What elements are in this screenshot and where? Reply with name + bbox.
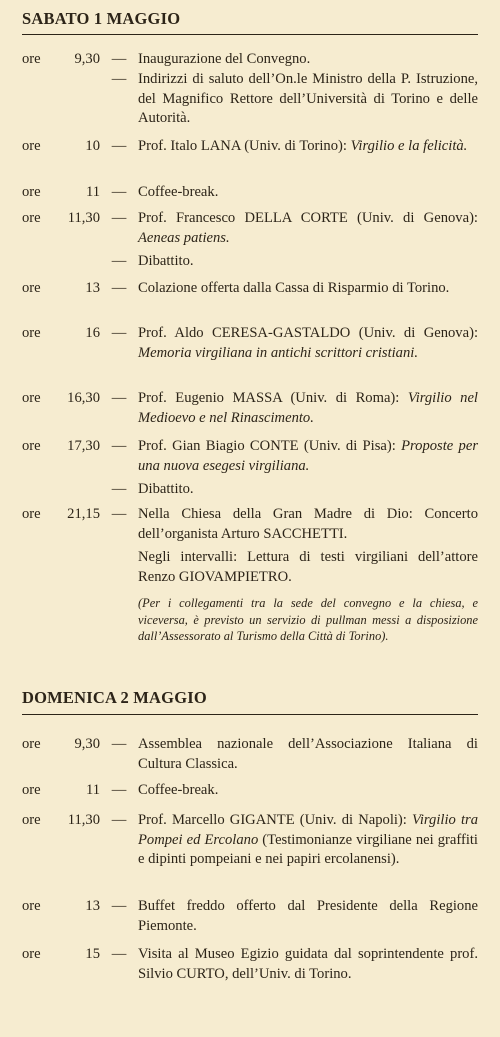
- time-label: 17,30: [67, 438, 100, 454]
- time-label: 10: [85, 138, 100, 154]
- schedule-entry: [22, 437, 478, 476]
- dash: —: [111, 812, 127, 828]
- schedule-entry: [22, 811, 478, 870]
- time-label: 16: [85, 325, 100, 341]
- day-1-heading: SABATO 1 MAGGIO: [22, 9, 181, 28]
- speaker: Prof. Italo LANA (Univ. di Torino):: [138, 138, 351, 154]
- time-label: 9,30: [74, 736, 100, 752]
- dash: —: [111, 898, 127, 914]
- day-1-divider: [22, 34, 478, 35]
- time-label: 21,15: [67, 506, 100, 522]
- time-label: 13: [85, 280, 100, 296]
- dash: —: [111, 184, 127, 200]
- dash: —: [111, 280, 127, 296]
- ore-label: ore: [22, 782, 41, 798]
- dash: —: [111, 506, 127, 522]
- schedule-entry: [22, 209, 478, 248]
- time-label: 11: [85, 782, 100, 798]
- speaker: Prof. Eugenio MASSA (Univ. di Roma):: [138, 390, 408, 406]
- schedule-entry: [22, 183, 478, 203]
- speaker: Prof. Aldo CERESA-GASTALDO (Univ. di Genova):: [138, 325, 478, 341]
- schedule-entry: [22, 324, 478, 363]
- entry-text: [138, 811, 478, 870]
- ore-label: ore: [22, 812, 41, 828]
- schedule-entry: [22, 480, 478, 500]
- ore-label: ore: [22, 51, 41, 67]
- ore-label: ore: [22, 506, 41, 522]
- ore-label: [22, 70, 48, 129]
- speaker: Prof. Francesco DELLA CORTE (Univ. di Genova):: [138, 210, 478, 226]
- time-label: 15: [85, 946, 100, 962]
- ore-label: ore: [22, 736, 41, 752]
- dash: —: [111, 736, 127, 752]
- schedule-entry: [22, 70, 478, 129]
- lecture-title: Memoria virgiliana in antichi scrittori cristiani.: [138, 344, 418, 361]
- entry-text: [138, 324, 478, 363]
- entry-text: Visita al Museo Egizio guidata dal soprintendente prof. Silvio CURTO, dell’Univ. di Torino.: [138, 946, 478, 982]
- dash: —: [111, 210, 127, 226]
- entry-text: Colazione offerta dalla Cassa di Risparmio di Torino.: [138, 280, 450, 296]
- speaker: Prof. Marcello GIGANTE (Univ. di Napoli):: [138, 812, 413, 828]
- time-label: 11,30: [67, 812, 100, 828]
- dash: —: [111, 946, 127, 962]
- time-label: 11: [85, 184, 100, 200]
- lecture-title: Virgilio tra Pompei ed Ercolano: [138, 812, 478, 848]
- time-label: 16,30: [67, 390, 100, 406]
- dash: —: [111, 253, 127, 269]
- speaker: Prof. Gian Biagio CONTE (Univ. di Pisa):: [138, 438, 402, 454]
- ore-label: [22, 480, 48, 500]
- lecture-subtitle: (Testimonianze virgiliane nei graffiti e dipinti pompeiani e nei papiri ercolanensi).: [138, 831, 478, 867]
- entry-text: Assemblea nazionale dell’Associazione Italiana di Cultura Classica.: [138, 736, 478, 772]
- entry-text: Dibattito.: [138, 481, 194, 497]
- dash: —: [111, 138, 127, 154]
- ore-label: ore: [22, 325, 41, 341]
- schedule-entry: [22, 279, 478, 299]
- entry-text: Indirizzi di saluto dell’On.le Ministro della P. Istruzione, del Magnifico Rettore dell’Università di Torino e delle Autorità.: [138, 71, 478, 126]
- ore-label: ore: [22, 210, 41, 226]
- entry-text: Buffet freddo offerto dal Presidente della Regione Piemonte.: [138, 898, 478, 934]
- ore-label: ore: [22, 438, 41, 454]
- schedule-entry: [22, 50, 478, 70]
- lecture-title: Aeneas patiens.: [138, 229, 230, 246]
- schedule-entry: [22, 505, 478, 544]
- time-label: [48, 70, 100, 129]
- entry-text: Coffee-break.: [138, 782, 219, 798]
- ore-label: ore: [22, 390, 41, 406]
- interval-text: Negli intervalli: Lettura di testi virgiliani dell’attore Renzo GIOVAMPIETRO.: [138, 549, 478, 585]
- dash: —: [111, 438, 127, 454]
- entry-text: [138, 389, 478, 428]
- ore-label: [22, 252, 48, 272]
- entry-text: Dibattito.: [138, 253, 194, 269]
- ore-label: ore: [22, 946, 41, 962]
- entry-text: [138, 209, 478, 248]
- dash: —: [111, 71, 127, 87]
- ore-label: ore: [22, 184, 41, 200]
- lecture-title: Proposte per una nuova esegesi virgiliana.: [138, 438, 478, 474]
- day-2-divider: [22, 714, 478, 715]
- transport-note: (Per i collegamenti tra la sede del convegno e la chiesa, e viceversa, è previsto un servizio di pullman messi a disposizione dall’Assessorato al Turismo della Città di Torino).: [138, 596, 478, 643]
- ore-label: ore: [22, 898, 41, 914]
- dash: —: [111, 325, 127, 341]
- entry-text: [138, 437, 478, 476]
- entry-text: Inaugurazione del Convegno.: [138, 51, 311, 67]
- time-label: 13: [85, 898, 100, 914]
- schedule-entry: [22, 735, 478, 774]
- entry-text: [138, 137, 478, 157]
- time-label: 11,30: [67, 210, 100, 226]
- dash: —: [111, 782, 127, 798]
- time-label: 9,30: [74, 51, 100, 67]
- entry-text: Coffee-break.: [138, 184, 219, 200]
- schedule-entry: [22, 389, 478, 428]
- schedule-entry: [22, 252, 478, 272]
- schedule-entry: [22, 137, 478, 157]
- time-label: [48, 480, 100, 500]
- ore-label: ore: [22, 280, 41, 296]
- dash: —: [111, 481, 127, 497]
- entry-text: Nella Chiesa della Gran Madre di Dio: Concerto dell’organista Arturo SACCHETTI.: [138, 506, 478, 542]
- schedule-entry: [22, 781, 478, 801]
- schedule-entry: [22, 945, 478, 984]
- lecture-title: Virgilio e la felicità.: [350, 138, 468, 154]
- ore-label: ore: [22, 138, 41, 154]
- dash: —: [111, 51, 127, 67]
- day-2-heading: DOMENICA 2 MAGGIO: [22, 688, 207, 707]
- schedule-entry: [22, 897, 478, 936]
- time-label: [48, 252, 100, 272]
- lecture-title: Virgilio nel Medioevo e nel Rinascimento.: [138, 390, 478, 426]
- dash: —: [111, 390, 127, 406]
